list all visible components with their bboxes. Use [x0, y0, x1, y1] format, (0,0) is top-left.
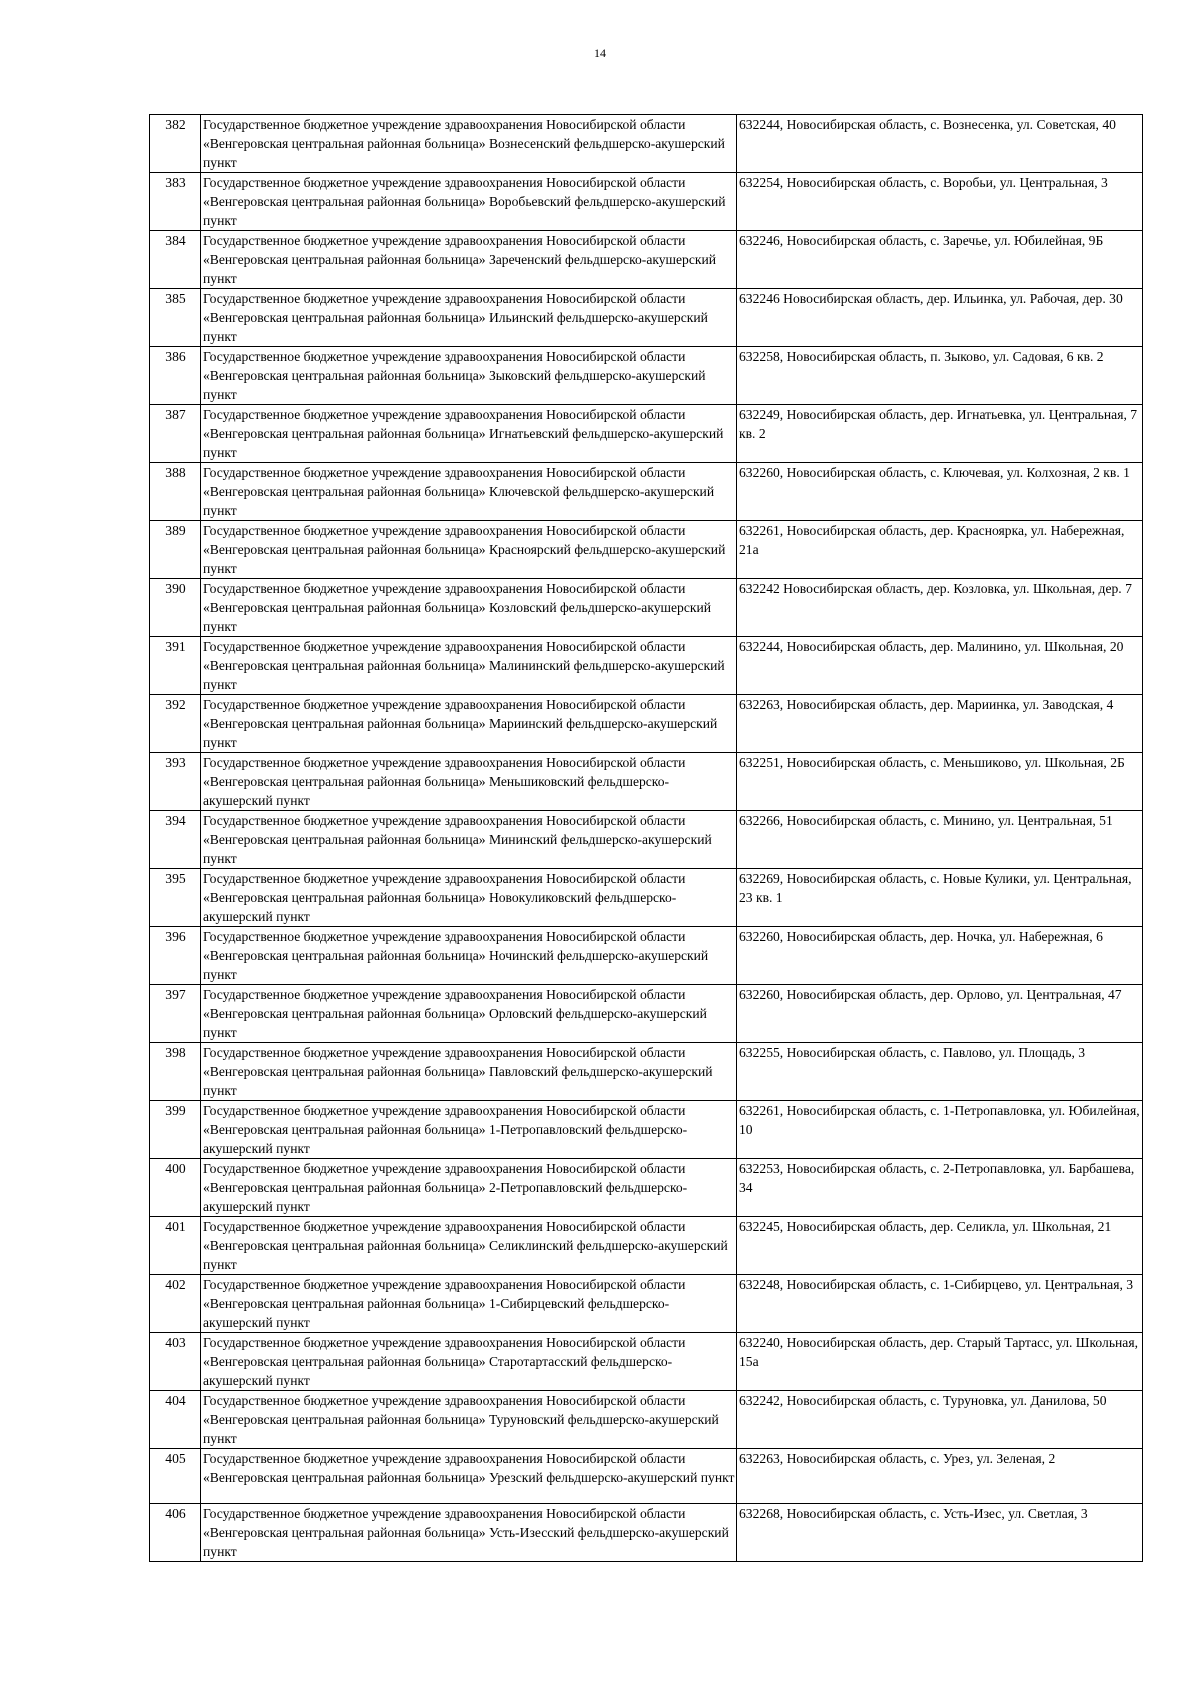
facility-name-cell: Государственное бюджетное учреждение здравоохранения Новосибирской области «Венгеровская центральная районная больница» Селиклинский фельдшерско-акушерский пункт	[201, 1217, 737, 1275]
row-number-cell: 394	[150, 811, 201, 869]
table-row	[150, 1504, 1143, 1562]
facility-name-cell: Государственное бюджетное учреждение здравоохранения Новосибирской области «Венгеровская центральная районная больница» Урезский фельдшерско-акушерский пункт	[201, 1449, 737, 1504]
table-row	[150, 869, 1143, 927]
row-number-cell: 385	[150, 289, 201, 347]
facility-name-cell: Государственное бюджетное учреждение здравоохранения Новосибирской области «Венгеровская центральная районная больница» Вознесенский фельдшерско-акушерский пункт	[201, 115, 737, 173]
table-row	[150, 637, 1143, 695]
facility-name-cell: Государственное бюджетное учреждение здравоохранения Новосибирской области «Венгеровская центральная районная больница» Красноярский фельдшерско-акушерский пункт	[201, 521, 737, 579]
facility-address-cell: 632242, Новосибирская область, с. Туруновка, ул. Данилова, 50	[737, 1391, 1143, 1449]
facility-name-cell: Государственное бюджетное учреждение здравоохранения Новосибирской области «Венгеровская центральная районная больница» Мининский фельдшерско-акушерский пункт	[201, 811, 737, 869]
table-row	[150, 1043, 1143, 1101]
facility-address-cell: 632260, Новосибирская область, дер. Ночка, ул. Набережная, 6	[737, 927, 1143, 985]
facilities-table	[149, 114, 1143, 1562]
table-row	[150, 289, 1143, 347]
row-number-cell: 384	[150, 231, 201, 289]
facility-address-cell: 632268, Новосибирская область, с. Усть-Изес, ул. Светлая, 3	[737, 1504, 1143, 1562]
table-row	[150, 753, 1143, 811]
row-number-cell: 386	[150, 347, 201, 405]
facility-address-cell: 632261, Новосибирская область, с. 1-Петропавловка, ул. Юбилейная, 10	[737, 1101, 1143, 1159]
row-number-cell: 405	[150, 1449, 201, 1504]
facility-name-cell: Государственное бюджетное учреждение здравоохранения Новосибирской области «Венгеровская центральная районная больница» Зыковский фельдшерско-акушерский пункт	[201, 347, 737, 405]
facility-name-cell: Государственное бюджетное учреждение здравоохранения Новосибирской области «Венгеровская центральная районная больница» Усть-Изесский фельдшерско-акушерский пункт	[201, 1504, 737, 1562]
page-number: 14	[594, 46, 606, 60]
facility-address-cell: 632244, Новосибирская область, дер. Малинино, ул. Школьная, 20	[737, 637, 1143, 695]
table-row	[150, 1391, 1143, 1449]
facility-address-cell: 632269, Новосибирская область, с. Новые Кулики, ул. Центральная, 23 кв. 1	[737, 869, 1143, 927]
table-row	[150, 1275, 1143, 1333]
facility-name-cell: Государственное бюджетное учреждение здравоохранения Новосибирской области «Венгеровская центральная районная больница» Козловский фельдшерско-акушерский пункт	[201, 579, 737, 637]
row-number-cell: 406	[150, 1504, 201, 1562]
row-number-cell: 400	[150, 1159, 201, 1217]
row-number-cell: 395	[150, 869, 201, 927]
facility-address-cell: 632249, Новосибирская область, дер. Игнатьевка, ул. Центральная, 7 кв. 2	[737, 405, 1143, 463]
facility-name-cell: Государственное бюджетное учреждение здравоохранения Новосибирской области «Венгеровская центральная районная больница» Воробьевский фельдшерско-акушерский пункт	[201, 173, 737, 231]
facility-address-cell: 632254, Новосибирская область, с. Воробьи, ул. Центральная, 3	[737, 173, 1143, 231]
row-number-cell: 401	[150, 1217, 201, 1275]
table-row	[150, 695, 1143, 753]
facility-address-cell: 632242 Новосибирская область, дер. Козловка, ул. Школьная, дер. 7	[737, 579, 1143, 637]
facility-name-cell: Государственное бюджетное учреждение здравоохранения Новосибирской области «Венгеровская центральная районная больница» Старотартасский фельдшерско-акушерский пункт	[201, 1333, 737, 1391]
row-number-cell: 396	[150, 927, 201, 985]
facility-address-cell: 632258, Новосибирская область, п. Зыково, ул. Садовая, 6 кв. 2	[737, 347, 1143, 405]
table-row	[150, 347, 1143, 405]
row-number-cell: 392	[150, 695, 201, 753]
facility-name-cell: Государственное бюджетное учреждение здравоохранения Новосибирской области «Венгеровская центральная районная больница» Павловский фельдшерско-акушерский пункт	[201, 1043, 737, 1101]
facility-address-cell: 632253, Новосибирская область, с. 2-Петропавловка, ул. Барбашева, 34	[737, 1159, 1143, 1217]
facility-name-cell: Государственное бюджетное учреждение здравоохранения Новосибирской области «Венгеровская центральная районная больница» Меньшиковский фельдшерско-акушерский пункт	[201, 753, 737, 811]
table-row	[150, 115, 1143, 173]
row-number-cell: 387	[150, 405, 201, 463]
facility-address-cell: 632261, Новосибирская область, дер. Красноярка, ул. Набережная, 21а	[737, 521, 1143, 579]
facility-address-cell: 632251, Новосибирская область, с. Меньшиково, ул. Школьная, 2Б	[737, 753, 1143, 811]
row-number-cell: 388	[150, 463, 201, 521]
table-row	[150, 231, 1143, 289]
row-number-cell: 393	[150, 753, 201, 811]
row-number-cell: 398	[150, 1043, 201, 1101]
row-number-cell: 397	[150, 985, 201, 1043]
facility-name-cell: Государственное бюджетное учреждение здравоохранения Новосибирской области «Венгеровская центральная районная больница» Зареченский фельдшерско-акушерский пункт	[201, 231, 737, 289]
facility-name-cell: Государственное бюджетное учреждение здравоохранения Новосибирской области «Венгеровская центральная районная больница» Ночинский фельдшерско-акушерский пункт	[201, 927, 737, 985]
table-row	[150, 173, 1143, 231]
facility-name-cell: Государственное бюджетное учреждение здравоохранения Новосибирской области «Венгеровская центральная районная больница» Ильинский фельдшерско-акушерский пункт	[201, 289, 737, 347]
facility-address-cell: 632246 Новосибирская область, дер. Ильинка, ул. Рабочая, дер. 30	[737, 289, 1143, 347]
facility-address-cell: 632260, Новосибирская область, дер. Орлово, ул. Центральная, 47	[737, 985, 1143, 1043]
table-row	[150, 1333, 1143, 1391]
table-row	[150, 985, 1143, 1043]
row-number-cell: 402	[150, 1275, 201, 1333]
table-row	[150, 927, 1143, 985]
facility-name-cell: Государственное бюджетное учреждение здравоохранения Новосибирской области «Венгеровская центральная районная больница» Туруновский фельдшерско-акушерский пункт	[201, 1391, 737, 1449]
row-number-cell: 404	[150, 1391, 201, 1449]
facility-name-cell: Государственное бюджетное учреждение здравоохранения Новосибирской области «Венгеровская центральная районная больница» 2-Петропавловский фельдшерско-акушерский пункт	[201, 1159, 737, 1217]
table-row	[150, 405, 1143, 463]
facility-address-cell: 632245, Новосибирская область, дер. Селикла, ул. Школьная, 21	[737, 1217, 1143, 1275]
row-number-cell: 399	[150, 1101, 201, 1159]
table-row	[150, 1449, 1143, 1504]
facility-name-cell: Государственное бюджетное учреждение здравоохранения Новосибирской области «Венгеровская центральная районная больница» Игнатьевский фельдшерско-акушерский пункт	[201, 405, 737, 463]
row-number-cell: 391	[150, 637, 201, 695]
facility-address-cell: 632266, Новосибирская область, с. Минино, ул. Центральная, 51	[737, 811, 1143, 869]
facility-name-cell: Государственное бюджетное учреждение здравоохранения Новосибирской области «Венгеровская центральная районная больница» Орловский фельдшерско-акушерский пункт	[201, 985, 737, 1043]
facility-address-cell: 632246, Новосибирская область, с. Заречье, ул. Юбилейная, 9Б	[737, 231, 1143, 289]
row-number-cell: 382	[150, 115, 201, 173]
facility-address-cell: 632244, Новосибирская область, с. Вознесенка, ул. Советская, 40	[737, 115, 1143, 173]
facility-name-cell: Государственное бюджетное учреждение здравоохранения Новосибирской области «Венгеровская центральная районная больница» Ключевской фельдшерско-акушерский пункт	[201, 463, 737, 521]
table-row	[150, 1159, 1143, 1217]
facility-name-cell: Государственное бюджетное учреждение здравоохранения Новосибирской области «Венгеровская центральная районная больница» Малининский фельдшерско-акушерский пункт	[201, 637, 737, 695]
table-row	[150, 1217, 1143, 1275]
row-number-cell: 390	[150, 579, 201, 637]
row-number-cell: 383	[150, 173, 201, 231]
facility-name-cell: Государственное бюджетное учреждение здравоохранения Новосибирской области «Венгеровская центральная районная больница» Мариинский фельдшерско-акушерский пункт	[201, 695, 737, 753]
row-number-cell: 403	[150, 1333, 201, 1391]
facilities-table-body	[150, 115, 1143, 1562]
table-row	[150, 811, 1143, 869]
table-row	[150, 579, 1143, 637]
table-row	[150, 1101, 1143, 1159]
row-number-cell: 389	[150, 521, 201, 579]
facility-address-cell: 632263, Новосибирская область, с. Урез, ул. Зеленая, 2	[737, 1449, 1143, 1504]
table-row	[150, 463, 1143, 521]
table-row	[150, 521, 1143, 579]
facility-name-cell: Государственное бюджетное учреждение здравоохранения Новосибирской области «Венгеровская центральная районная больница» 1-Сибирцевский фельдшерско-акушерский пункт	[201, 1275, 737, 1333]
facility-name-cell: Государственное бюджетное учреждение здравоохранения Новосибирской области «Венгеровская центральная районная больница» Новокуликовский фельдшерско-акушерский пункт	[201, 869, 737, 927]
facility-address-cell: 632255, Новосибирская область, с. Павлово, ул. Площадь, 3	[737, 1043, 1143, 1101]
facility-address-cell: 632248, Новосибирская область, с. 1-Сибирцево, ул. Центральная, 3	[737, 1275, 1143, 1333]
facility-address-cell: 632240, Новосибирская область, дер. Старый Тартасс, ул. Школьная, 15а	[737, 1333, 1143, 1391]
facility-address-cell: 632260, Новосибирская область, с. Ключевая, ул. Колхозная, 2 кв. 1	[737, 463, 1143, 521]
facility-name-cell: Государственное бюджетное учреждение здравоохранения Новосибирской области «Венгеровская центральная районная больница» 1-Петропавловский фельдшерско-акушерский пункт	[201, 1101, 737, 1159]
facility-address-cell: 632263, Новосибирская область, дер. Мариинка, ул. Заводская, 4	[737, 695, 1143, 753]
